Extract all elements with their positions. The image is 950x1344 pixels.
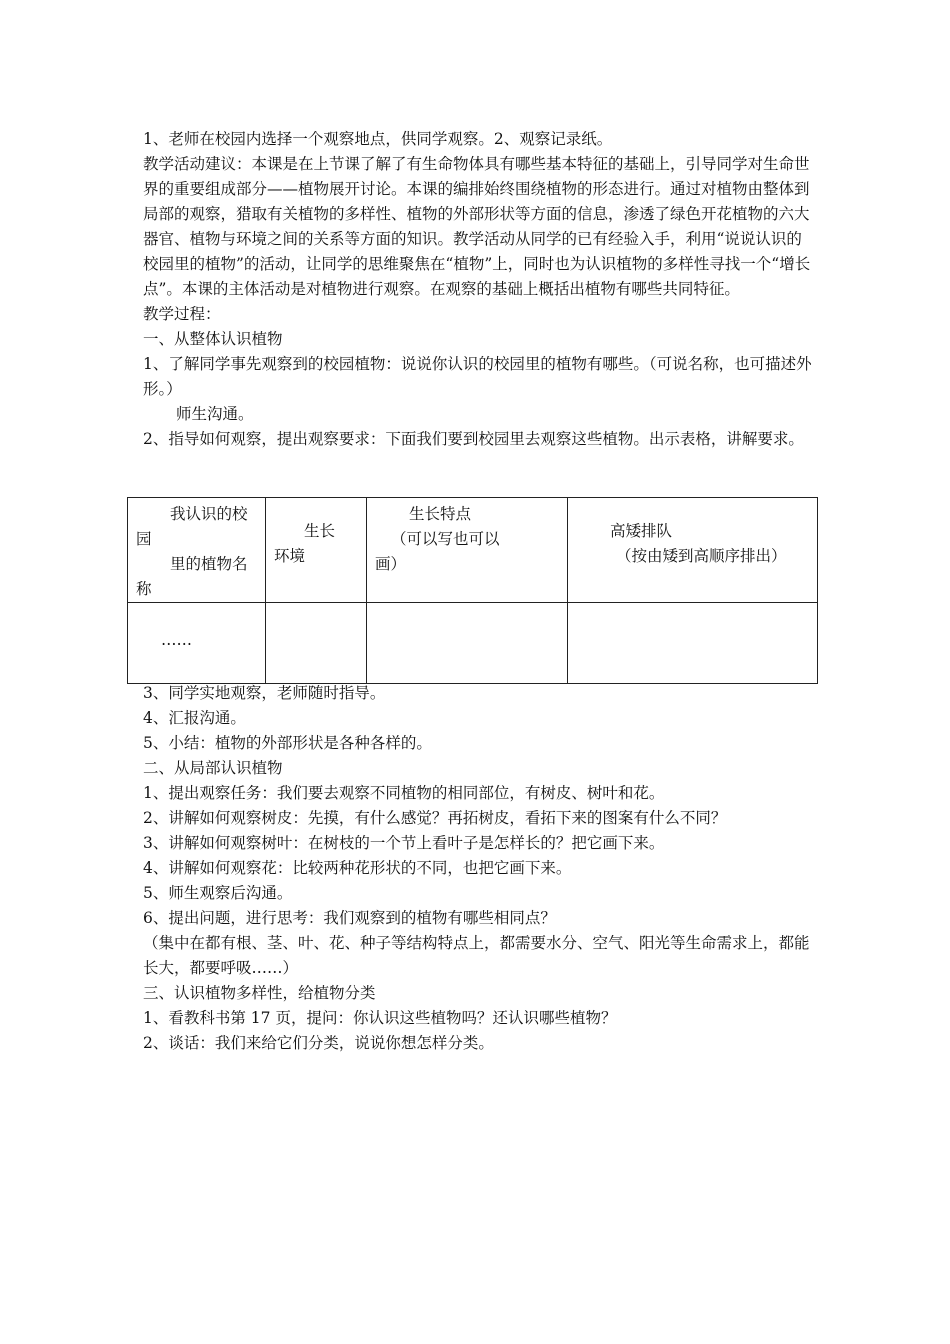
section-1-item-4: 4、汇报沟通。 bbox=[143, 709, 246, 727]
table-cell-plant-name: …… bbox=[128, 603, 266, 684]
section-1-heading: 一、从整体认识植物 bbox=[143, 330, 283, 348]
header-growth-features: 生长特点 （可以写也可以 画） bbox=[367, 498, 568, 603]
lesson-steps-section bbox=[143, 681, 815, 1056]
section-3-item-2: 2、谈话：我们来给它们分类，说说你想怎样分类。 bbox=[143, 1034, 494, 1052]
section-1-item-5: 5、小结：植物的外部形状是各种各样的。 bbox=[143, 734, 432, 752]
section-2-note: （集中在都有根、茎、叶、花、种子等结构特点上，都需要水分、空气、阳光等生命需求上，都能长大，都要呼吸……） bbox=[143, 934, 810, 977]
activity-suggestion-paragraph: 教学活动建议：本课是在上节课了解了有生命物体具有哪些基本特征的基础上，引导同学对生命世界的重要组成部分——植物展开讨论。本课的编排始终围绕植物的形态进行。通过对植物由整体到局部的观察，猎取有关植物的多样性、植物的外部形状等方面的信息，渗透了绿色开花植物的六大器官、植物与环境之间的关系等方面的知识。教学活动从同学的已有经验入手，利用“说说认识的校园里的植物”的活动，让同学的思维聚焦在“植物”上，同时也为认识植物的多样性寻找一个“增长点”。本课的主体活动是对植物进行观察。在观察的基础上概括出植物有哪些共同特征。 bbox=[143, 155, 811, 298]
section-2-item-6: 6、提出问题，进行思考：我们观察到的植物有哪些相同点？ bbox=[143, 909, 556, 927]
table-cell-order bbox=[568, 603, 818, 684]
observation-table bbox=[127, 497, 818, 684]
section-1-communication: 师生沟通。 bbox=[176, 405, 254, 423]
section-2-item-1: 1、提出观察任务：我们要去观察不同植物的相同部位，有树皮、树叶和花。 bbox=[143, 784, 665, 802]
table-cell-environment bbox=[266, 603, 367, 684]
materials-paragraph: 1、老师在校园内选择一个观察地点，供同学观察。2、观察记录纸。 bbox=[143, 130, 613, 148]
header-height-order: 高矮排队 （按由矮到高顺序排出） bbox=[568, 498, 818, 603]
section-2-item-5: 5、师生观察后沟通。 bbox=[143, 884, 293, 902]
section-1-item-2: 2、指导如何观察，提出观察要求：下面我们要到校园里去观察这些植物。出示表格，讲解要求。 bbox=[143, 430, 804, 448]
section-2-item-4: 4、讲解如何观察花：比较两种花形状的不同，也把它画下来。 bbox=[143, 859, 572, 877]
section-2-heading: 二、从局部认识植物 bbox=[143, 759, 283, 777]
section-2-item-3: 3、讲解如何观察树叶：在树枝的一个节上看叶子是怎样长的？把它画下来。 bbox=[143, 834, 665, 852]
intro-section bbox=[143, 127, 815, 452]
section-3-heading: 三、认识植物多样性，给植物分类 bbox=[143, 984, 376, 1002]
process-heading: 教学过程： bbox=[143, 305, 221, 323]
header-plant-name: 我认识的校 园 里的植物名 称 bbox=[128, 498, 266, 603]
header-environment: 生长 环境 bbox=[266, 498, 367, 603]
table-header-row bbox=[128, 498, 818, 603]
section-3-item-1: 1、看教科书第 17 页，提问：你认识这些植物吗？还认识哪些植物？ bbox=[143, 1009, 617, 1027]
table-cell-growth bbox=[367, 603, 568, 684]
section-1-item-1: 1、了解同学事先观察到的校园植物：说说你认识的校园里的植物有哪些。（可说名称，也可描述外形。） bbox=[143, 355, 812, 398]
section-1-item-3: 3、同学实地观察，老师随时指导。 bbox=[143, 684, 386, 702]
table-row bbox=[128, 603, 818, 684]
section-2-item-2: 2、讲解如何观察树皮：先摸，有什么感觉？再拓树皮，看拓下来的图案有什么不同？ bbox=[143, 809, 727, 827]
